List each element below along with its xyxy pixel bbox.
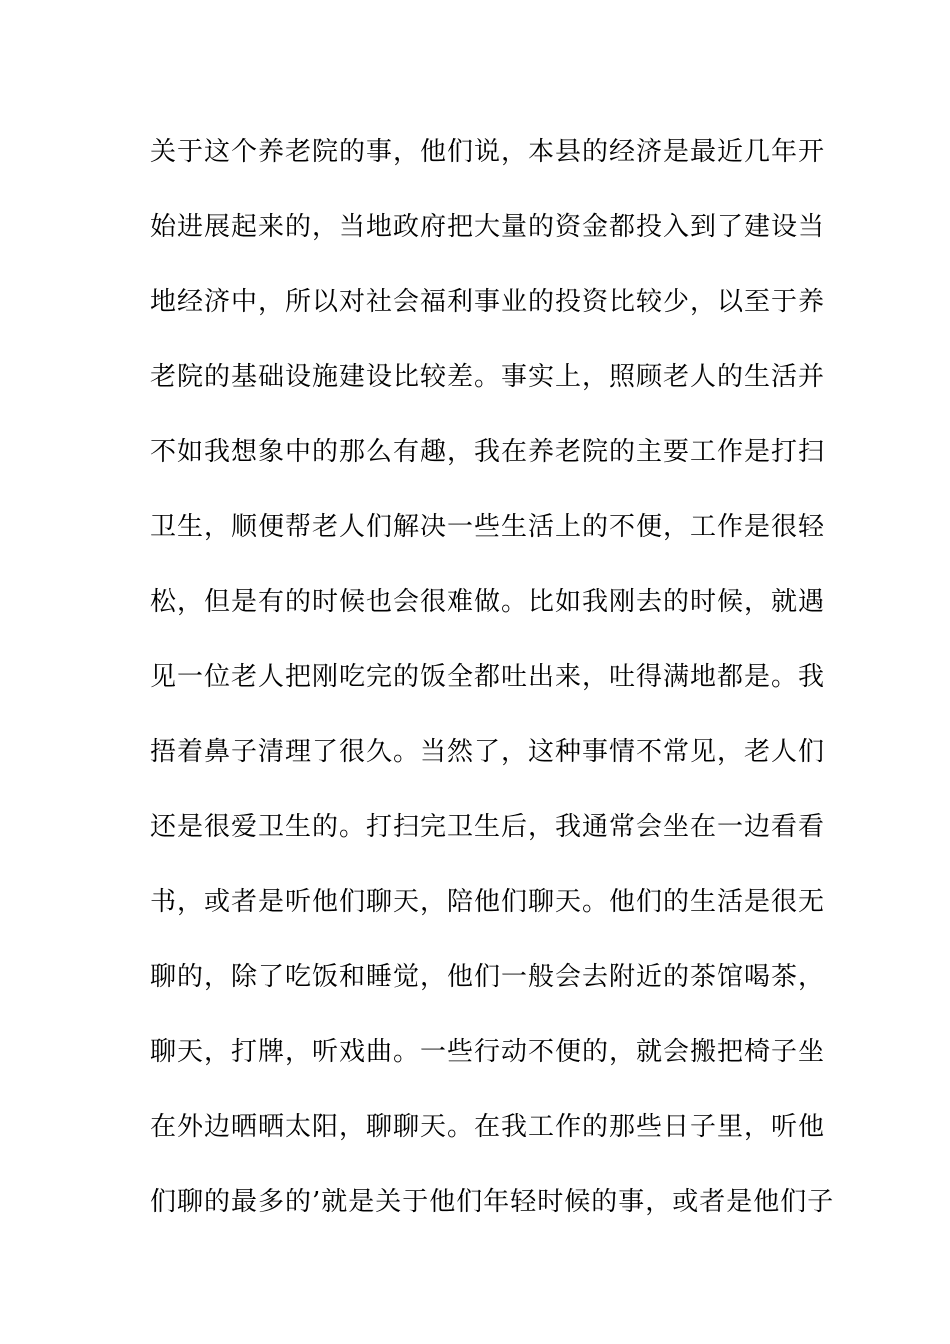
text-line: 不如我想象中的那么有趣，我在养老院的主要工作是打扫 (150, 437, 826, 467)
text-line: 聊天，打牌，听戏曲。一些行动不便的，就会搬把椅子坐 (150, 1037, 826, 1067)
text-line: 聊的，除了吃饭和睡觉，他们一般会去附近的茶馆喝茶， (150, 962, 826, 992)
text-line: 们聊的最多的’就是关于他们年轻时候的事，或者是他们子 (150, 1187, 835, 1217)
text-line: 老院的基础设施建设比较差。事实上，照顾老人的生活并 (150, 362, 826, 392)
text-line: 始进展起来的，当地政府把大量的资金都投入到了建设当 (150, 212, 826, 242)
text-line: 地经济中，所以对社会福利事业的投资比较少，以至于养 (150, 287, 826, 317)
text-line: 卫生，顺便帮老人们解决一些生活上的不便，工作是很轻 (150, 512, 826, 542)
text-line: 在外边晒晒太阳，聊聊天。在我工作的那些日子里，听他 (150, 1112, 826, 1142)
text-line: 关于这个养老院的事，他们说，本县的经济是最近几年开 (150, 137, 826, 167)
text-line: 书，或者是听他们聊天，陪他们聊天。他们的生活是很无 (150, 887, 826, 917)
text-line: 见一位老人把刚吃完的饭全都吐出来，吐得满地都是。我 (150, 662, 826, 692)
text-line: 还是很爱卫生的。打扫完卫生后，我通常会坐在一边看看 (150, 812, 826, 842)
body-paragraph (150, 130, 835, 1255)
text-line: 捂着鼻子清理了很久。当然了，这种事情不常见，老人们 (150, 737, 826, 767)
text-line: 松，但是有的时候也会很难做。比如我刚去的时候，就遇 (150, 587, 826, 617)
